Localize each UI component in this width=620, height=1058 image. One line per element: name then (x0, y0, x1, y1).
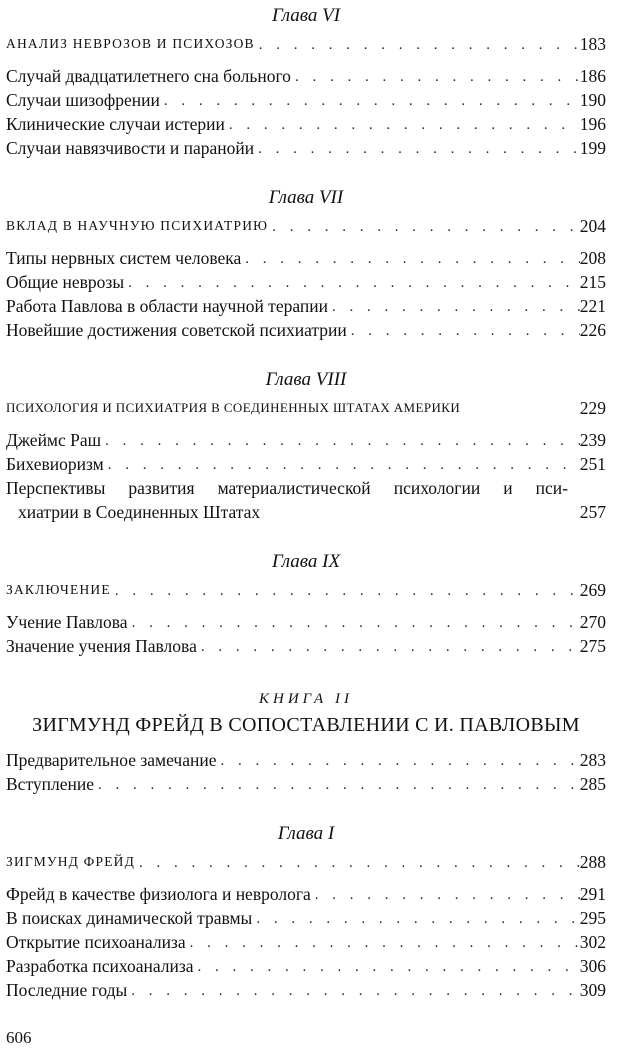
page-number: 306 (579, 956, 606, 976)
page-number: 199 (579, 138, 606, 158)
page-number: 295 (579, 908, 606, 928)
entry-label: Учение Павлова (6, 612, 128, 632)
toc-entry (6, 136, 606, 160)
page-number: 215 (579, 272, 606, 292)
page-number: 183 (579, 34, 606, 54)
entry-label: ВКЛАД В НАУЧНУЮ ПСИХИАТРИЮ (6, 218, 269, 233)
page-number: 186 (579, 66, 606, 86)
dot-leader (128, 272, 580, 294)
toc-section-ch6 (6, 0, 606, 160)
toc-entry (6, 930, 606, 954)
entry-label: ЗАКЛЮЧЕНИЕ (6, 582, 111, 597)
entry-label: Общие неврозы (6, 272, 125, 292)
dot-leader (258, 138, 580, 160)
toc-entry (6, 452, 606, 476)
page-number: 285 (579, 774, 606, 794)
dot-leader (256, 908, 579, 930)
page-number: 275 (579, 636, 606, 656)
dot-leader (190, 932, 580, 954)
page-number: 229 (579, 398, 606, 418)
page-number: 309 (579, 980, 606, 1000)
dot-leader (259, 34, 580, 56)
dot-leader (351, 320, 580, 342)
toc-entry (6, 978, 606, 1002)
page-number: 208 (579, 248, 606, 268)
chapter-head-entry (6, 850, 606, 874)
toc-entry (6, 772, 606, 796)
page-number: 196 (579, 114, 606, 134)
toc-entry (6, 748, 606, 772)
dot-leader (201, 636, 580, 658)
page-number: 270 (579, 612, 606, 632)
entry-label-line2: хиатрии в Соединенных Штатах (18, 502, 261, 522)
dot-leader (108, 454, 580, 476)
dot-leader (245, 248, 579, 270)
chapter-title: Глава IX (271, 551, 341, 572)
toc-entry (6, 64, 606, 88)
dot-leader (198, 956, 580, 978)
toc-entry (6, 270, 606, 294)
entry-label: Случаи шизофрении (6, 90, 160, 110)
page-number: 291 (579, 884, 606, 904)
toc-entry (6, 88, 606, 112)
entry-label: ЗИГМУНД ФРЕЙД (6, 854, 136, 869)
entry-label: ПСИХОЛОГИЯ И ПСИХИАТРИЯ В СОЕДИНЕННЫХ ШТАТАХ АМЕРИКИ (6, 400, 461, 415)
entry-label: Разработка психоанализа (6, 956, 194, 976)
entry-label: АНАЛИЗ НЕВРОЗОВ И ПСИХОЗОВ (6, 36, 255, 51)
page-number: 251 (579, 454, 606, 474)
toc-entry (6, 428, 606, 452)
dot-leader (315, 884, 580, 906)
dot-leader (132, 612, 580, 634)
entry-label: Фрейд в качестве физиолога и невролога (6, 884, 311, 904)
toc-entry-wrapped (6, 476, 606, 524)
toc-entry (6, 954, 606, 978)
page-number: 288 (579, 852, 606, 872)
page-number: 221 (579, 296, 606, 316)
entry-label: Случаи навязчивости и паранойи (6, 138, 255, 158)
toc-entry (6, 294, 606, 318)
toc-entry (6, 634, 606, 658)
chapter-title: Глава VI (271, 5, 341, 26)
toc-section-ch7 (6, 182, 606, 342)
entry-label: Значение учения Павлова (6, 636, 197, 656)
dot-leader (164, 90, 580, 112)
dot-leader (139, 852, 580, 874)
page-folio: 606 (6, 1028, 32, 1047)
entry-label: Джеймс Раш (6, 430, 102, 450)
dot-leader (332, 296, 580, 318)
page-number: 190 (579, 90, 606, 110)
chapter-title: Глава VIII (265, 369, 347, 390)
page-number: 204 (579, 216, 606, 236)
toc-section-ch9 (6, 546, 606, 658)
entry-label-line1: Перспективы развития материалистической психологии и пси- (6, 478, 568, 498)
entry-label: Вступление (6, 774, 94, 794)
dot-leader (295, 66, 580, 88)
chapter-title: Глава VII (268, 187, 344, 208)
page-number: 239 (579, 430, 606, 450)
chapter-head-entry (6, 32, 606, 56)
dot-leader (105, 430, 580, 452)
page-number: 257 (579, 502, 606, 522)
entry-label: Предварительное замечание (6, 750, 217, 770)
dot-leader (98, 774, 580, 796)
dot-leader (221, 750, 580, 772)
entry-label: Открытие психоанализа (6, 932, 186, 952)
dot-leader (131, 980, 579, 1002)
chapter-head-entry (6, 396, 606, 420)
dot-leader (115, 580, 580, 602)
toc-entry (6, 882, 606, 906)
chapter-title: Глава I (277, 823, 335, 844)
dot-leader (272, 216, 580, 238)
page-number: 269 (579, 580, 606, 600)
page-number: 226 (579, 320, 606, 340)
toc-entry (6, 318, 606, 342)
entry-label: Работа Павлова в области научной терапии (6, 296, 328, 316)
toc-entry (6, 906, 606, 930)
entry-label: В поисках динамической травмы (6, 908, 253, 928)
book-label: КНИГА II (259, 691, 353, 707)
chapter-head-entry (6, 214, 606, 238)
chapter-head-entry (6, 578, 606, 602)
toc-book-2 (6, 688, 606, 796)
page-number: 283 (579, 750, 606, 770)
entry-label: Последние годы (6, 980, 128, 1000)
toc-entry (6, 610, 606, 634)
page-number: 302 (579, 932, 606, 952)
entry-label: Случай двадцатилетнего сна больного (6, 66, 291, 86)
entry-label: Типы нервных систем человека (6, 248, 242, 268)
toc-section-ch8 (6, 364, 606, 524)
entry-label: Новейшие достижения советской психиатрии (6, 320, 347, 340)
toc-section-book2-ch1 (6, 818, 606, 1002)
entry-label: Клинические случаи истерии (6, 114, 225, 134)
book-title: ЗИГМУНД ФРЕЙД В СОПОСТАВЛЕНИИ С И. ПАВЛОВЫМ (32, 714, 580, 736)
entry-label: Бихевиоризм (6, 454, 104, 474)
toc-entry (6, 246, 606, 270)
dot-leader (229, 114, 580, 136)
toc-entry (6, 112, 606, 136)
